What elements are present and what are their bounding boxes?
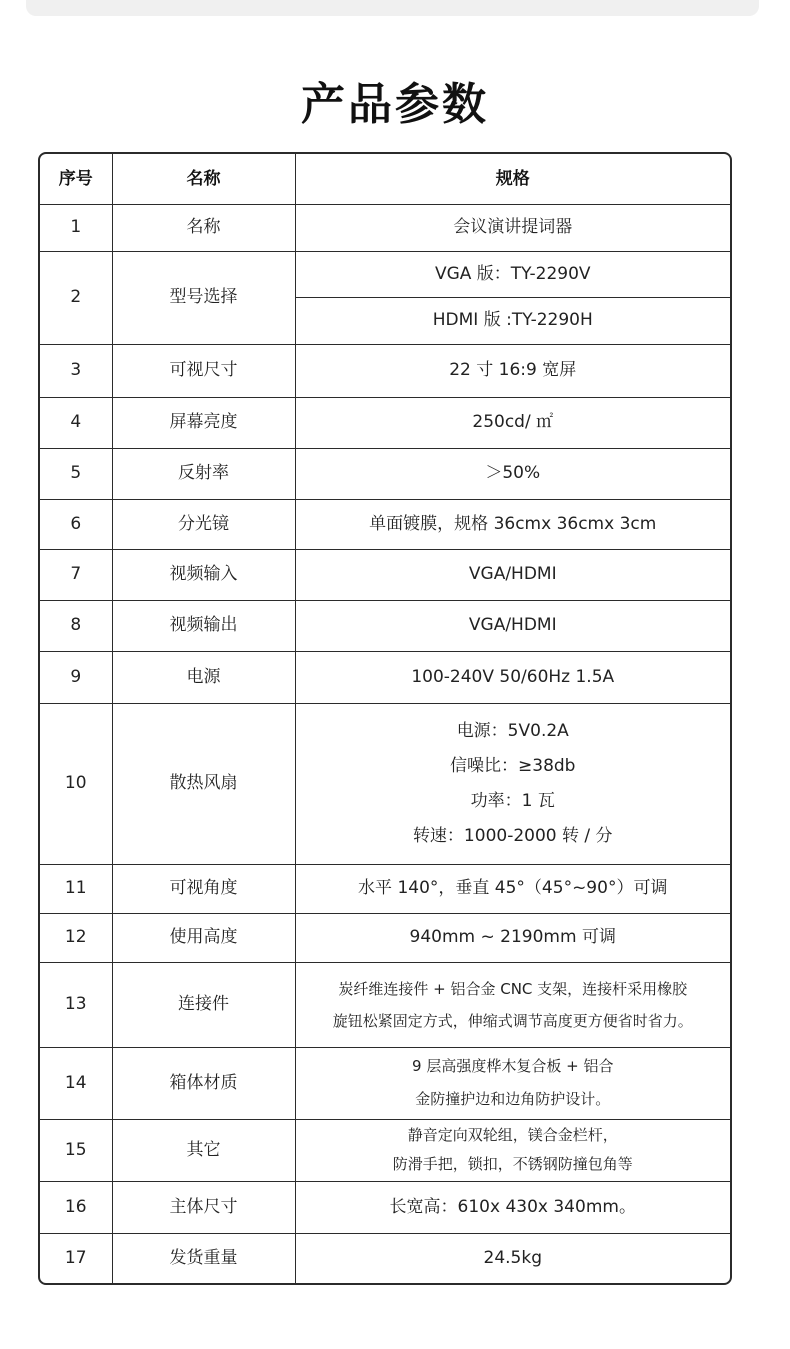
row-index: 5 bbox=[40, 448, 112, 499]
table-row bbox=[40, 651, 730, 703]
row-spec bbox=[295, 1119, 730, 1181]
row-name: 主体尺寸 bbox=[112, 1181, 295, 1233]
row-name: 型号选择 bbox=[112, 251, 295, 344]
row-spec bbox=[295, 703, 730, 864]
row-name: 其它 bbox=[112, 1119, 295, 1181]
table-row bbox=[40, 448, 730, 499]
row-name: 发货重量 bbox=[112, 1233, 295, 1283]
row-index: 15 bbox=[40, 1119, 112, 1181]
table-row bbox=[40, 251, 730, 297]
row-spec: 940mm ~ 2190mm 可调 bbox=[295, 913, 730, 962]
header-spec: 规格 bbox=[295, 154, 730, 204]
row-index: 8 bbox=[40, 600, 112, 651]
table-row bbox=[40, 962, 730, 1047]
row-spec: 单面镀膜，规格 36cmx 36cmx 3cm bbox=[295, 499, 730, 549]
row-index: 12 bbox=[40, 913, 112, 962]
row-index: 11 bbox=[40, 864, 112, 913]
row-name: 视频输入 bbox=[112, 549, 295, 600]
table-row bbox=[40, 1233, 730, 1283]
row-name: 使用高度 bbox=[112, 913, 295, 962]
row-index: 10 bbox=[40, 703, 112, 864]
row-index: 17 bbox=[40, 1233, 112, 1283]
row-name: 可视角度 bbox=[112, 864, 295, 913]
row-spec: 水平 140°，垂直 45°（45°~90°）可调 bbox=[295, 864, 730, 913]
row-spec: 24.5kg bbox=[295, 1233, 730, 1283]
row-name: 屏幕亮度 bbox=[112, 397, 295, 448]
row-spec bbox=[295, 962, 730, 1047]
row-name: 分光镜 bbox=[112, 499, 295, 549]
row-index: 4 bbox=[40, 397, 112, 448]
spec-table-container bbox=[38, 152, 732, 1285]
row-index: 16 bbox=[40, 1181, 112, 1233]
top-bar bbox=[26, 0, 759, 16]
spec-line: 防滑手把，锁扣，不锈钢防撞包角等 bbox=[392, 1155, 633, 1173]
row-name: 视频输出 bbox=[112, 600, 295, 651]
table-row bbox=[40, 499, 730, 549]
spec-line: 电源：5V0.2A bbox=[456, 720, 569, 741]
row-spec: 250cd/ ㎡ bbox=[295, 397, 730, 448]
table-row bbox=[40, 549, 730, 600]
table-row bbox=[40, 1181, 730, 1233]
spec-line: 9 层高强度桦木复合板 + 铝合 bbox=[412, 1057, 614, 1075]
table-row bbox=[40, 1119, 730, 1181]
table-row bbox=[40, 397, 730, 448]
spec-line: 转速：1000-2000 转 / 分 bbox=[412, 825, 613, 846]
row-spec: 22 寸 16:9 宽屏 bbox=[295, 344, 730, 397]
table-row bbox=[40, 344, 730, 397]
row-index: 2 bbox=[40, 251, 112, 344]
row-index: 9 bbox=[40, 651, 112, 703]
table-row bbox=[40, 600, 730, 651]
row-name: 名称 bbox=[112, 204, 295, 251]
table-row bbox=[40, 204, 730, 251]
row-spec-2: HDMI 版 :TY-2290H bbox=[295, 297, 730, 344]
row-name: 散热风扇 bbox=[112, 703, 295, 864]
spec-line: 炭纤维连接件 + 铝合金 CNC 支架，连接杆采用橡胶 bbox=[338, 979, 688, 998]
row-index: 13 bbox=[40, 962, 112, 1047]
table-row bbox=[40, 913, 730, 962]
row-index: 1 bbox=[40, 204, 112, 251]
row-name: 电源 bbox=[112, 651, 295, 703]
row-spec: 100-240V 50/60Hz 1.5A bbox=[295, 651, 730, 703]
table-row bbox=[40, 864, 730, 913]
spec-line: 信噪比：≥38db bbox=[450, 755, 576, 776]
row-spec: VGA 版：TY-2290V bbox=[295, 251, 730, 297]
spec-line: 金防撞护边和边角防护设计。 bbox=[415, 1090, 611, 1108]
table-row bbox=[40, 703, 730, 864]
page-title: 产品参数 bbox=[301, 79, 489, 130]
row-name: 可视尺寸 bbox=[112, 344, 295, 397]
row-index: 6 bbox=[40, 499, 112, 549]
row-spec: 会议演讲提词器 bbox=[295, 204, 730, 251]
spec-line: 功率：1 瓦 bbox=[470, 790, 555, 811]
row-spec: 长宽高：610x 430x 340mm。 bbox=[295, 1181, 730, 1233]
row-index: 14 bbox=[40, 1047, 112, 1119]
header-index: 序号 bbox=[40, 154, 112, 204]
spec-line: 静音定向双轮组，镁合金栏杆， bbox=[407, 1126, 618, 1144]
row-spec: VGA/HDMI bbox=[295, 600, 730, 651]
row-name: 反射率 bbox=[112, 448, 295, 499]
header-row bbox=[40, 154, 730, 204]
row-index: 7 bbox=[40, 549, 112, 600]
table-row bbox=[40, 1047, 730, 1119]
row-spec: ＞50% bbox=[295, 448, 730, 499]
header-name: 名称 bbox=[112, 154, 295, 204]
row-spec: VGA/HDMI bbox=[295, 549, 730, 600]
spec-line: 旋钮松紧固定方式，伸缩式调节高度更方便省时省力。 bbox=[332, 1011, 693, 1030]
row-name: 箱体材质 bbox=[112, 1047, 295, 1119]
row-spec bbox=[295, 1047, 730, 1119]
row-name: 连接件 bbox=[112, 962, 295, 1047]
row-index: 3 bbox=[40, 344, 112, 397]
spec-table bbox=[40, 154, 730, 1283]
